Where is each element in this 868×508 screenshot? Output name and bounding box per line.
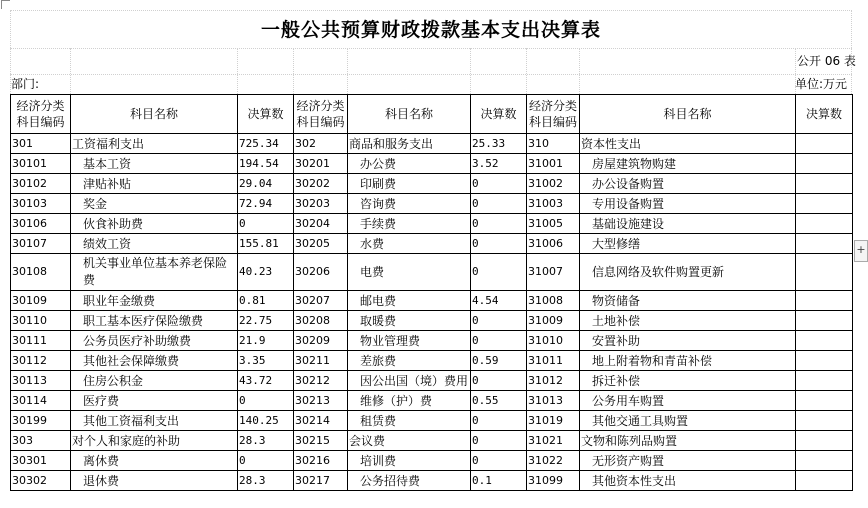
code-cell[interactable]: 30110 — [11, 311, 71, 331]
code-cell[interactable]: 30208 — [294, 311, 348, 331]
code-cell[interactable]: 30213 — [294, 391, 348, 411]
code-cell[interactable]: 30302 — [11, 471, 71, 491]
name-cell[interactable]: 职业年金缴费 — [71, 291, 238, 311]
table-row — [11, 371, 853, 391]
header-code: 经济分类科目编码 — [527, 95, 580, 134]
name-cell[interactable]: 医疗费 — [71, 391, 238, 411]
code-cell[interactable]: 31012 — [527, 371, 580, 391]
table-row — [11, 431, 853, 451]
header-code: 经济分类科目编码 — [294, 95, 348, 134]
header-name: 科目名称 — [71, 95, 238, 134]
code-cell[interactable]: 31008 — [527, 291, 580, 311]
expenditure-table — [10, 94, 853, 491]
amount-cell[interactable]: 21.9 — [238, 331, 294, 351]
gridline — [70, 48, 71, 94]
amount-cell[interactable] — [796, 351, 853, 371]
table-row — [11, 234, 853, 254]
code-cell[interactable]: 30217 — [294, 471, 348, 491]
amount-cell[interactable]: 725.34 — [238, 134, 294, 154]
name-cell[interactable]: 其他社会保障缴费 — [71, 351, 238, 371]
code-cell[interactable]: 30103 — [11, 194, 71, 214]
name-cell[interactable]: 基础设施建设 — [580, 214, 796, 234]
code-cell[interactable]: 30209 — [294, 331, 348, 351]
name-cell[interactable]: 退休费 — [71, 471, 238, 491]
name-cell[interactable]: 手续费 — [348, 214, 471, 234]
header-amount: 决算数 — [796, 95, 853, 134]
amount-cell[interactable]: 0 — [471, 371, 527, 391]
code-cell[interactable]: 31007 — [527, 254, 580, 291]
amount-cell[interactable]: 0 — [471, 431, 527, 451]
amount-cell[interactable]: 0 — [238, 214, 294, 234]
amount-cell[interactable] — [796, 234, 853, 254]
table-row — [11, 331, 853, 351]
name-cell[interactable]: 无形资产购置 — [580, 451, 796, 471]
amount-cell[interactable]: 0.59 — [471, 351, 527, 371]
code-cell[interactable]: 30201 — [294, 154, 348, 174]
amount-cell[interactable]: 25.33 — [471, 134, 527, 154]
table-id: 公开 06 表 — [797, 54, 856, 68]
code-cell[interactable]: 310 — [527, 134, 580, 154]
code-cell[interactable]: 30215 — [294, 431, 348, 451]
name-cell[interactable]: 绩效工资 — [71, 234, 238, 254]
code-cell[interactable]: 301 — [11, 134, 71, 154]
code-cell[interactable]: 30107 — [11, 234, 71, 254]
name-cell[interactable]: 公务用车购置 — [580, 391, 796, 411]
name-cell[interactable]: 差旅费 — [348, 351, 471, 371]
name-cell[interactable]: 土地补偿 — [580, 311, 796, 331]
amount-cell[interactable] — [796, 134, 853, 154]
department-label: 部门: — [11, 77, 40, 91]
gridline — [579, 48, 580, 94]
name-cell[interactable]: 安置补助 — [580, 331, 796, 351]
name-cell[interactable]: 取暖费 — [348, 311, 471, 331]
code-cell[interactable]: 30212 — [294, 371, 348, 391]
name-cell[interactable]: 邮电费 — [348, 291, 471, 311]
amount-cell[interactable]: 155.81 — [238, 234, 294, 254]
name-cell[interactable]: 房屋建筑物购建 — [580, 154, 796, 174]
name-cell[interactable]: 咨询费 — [348, 194, 471, 214]
code-cell[interactable]: 30202 — [294, 174, 348, 194]
name-cell[interactable]: 电费 — [348, 254, 471, 291]
name-cell[interactable]: 专用设备购置 — [580, 194, 796, 214]
code-cell[interactable]: 31013 — [527, 391, 580, 411]
amount-cell[interactable]: 40.23 — [238, 254, 294, 291]
name-cell[interactable]: 伙食补助费 — [71, 214, 238, 234]
table-row — [11, 471, 853, 491]
amount-cell[interactable]: 0.55 — [471, 391, 527, 411]
amount-cell[interactable] — [796, 311, 853, 331]
gridline — [237, 48, 238, 94]
gridline — [10, 10, 852, 11]
table-row — [11, 214, 853, 234]
code-cell[interactable]: 30203 — [294, 194, 348, 214]
name-cell[interactable]: 培训费 — [348, 451, 471, 471]
gridline — [526, 48, 527, 94]
code-cell[interactable]: 30301 — [11, 451, 71, 471]
table-row — [11, 254, 853, 291]
amount-cell[interactable] — [796, 291, 853, 311]
code-cell[interactable]: 31019 — [527, 411, 580, 431]
amount-cell[interactable] — [796, 254, 853, 291]
amount-cell[interactable]: 43.72 — [238, 371, 294, 391]
gridline — [10, 74, 852, 75]
amount-cell[interactable] — [796, 431, 853, 451]
amount-cell[interactable]: 0.81 — [238, 291, 294, 311]
name-cell[interactable]: 其他资本性支出 — [580, 471, 796, 491]
name-cell[interactable]: 对个人和家庭的补助 — [71, 431, 238, 451]
code-cell[interactable]: 30205 — [294, 234, 348, 254]
name-cell[interactable]: 住房公积金 — [71, 371, 238, 391]
name-cell[interactable]: 离休费 — [71, 451, 238, 471]
name-cell[interactable]: 其他交通工具购置 — [580, 411, 796, 431]
amount-cell[interactable]: 140.25 — [238, 411, 294, 431]
amount-cell[interactable] — [796, 214, 853, 234]
amount-cell[interactable]: 0 — [238, 451, 294, 471]
name-cell[interactable]: 物业管理费 — [348, 331, 471, 351]
code-cell[interactable]: 31006 — [527, 234, 580, 254]
table-row — [11, 351, 853, 371]
name-cell[interactable]: 会议费 — [348, 431, 471, 451]
amount-cell[interactable]: 0 — [238, 391, 294, 411]
code-cell[interactable]: 31005 — [527, 214, 580, 234]
amount-cell[interactable] — [796, 194, 853, 214]
amount-cell[interactable]: 0 — [471, 234, 527, 254]
amount-cell[interactable]: 0 — [471, 214, 527, 234]
code-cell[interactable]: 31010 — [527, 331, 580, 351]
code-cell[interactable]: 30204 — [294, 214, 348, 234]
name-cell[interactable]: 公务员医疗补助缴费 — [71, 331, 238, 351]
amount-cell[interactable] — [796, 371, 853, 391]
code-cell[interactable]: 30207 — [294, 291, 348, 311]
amount-cell[interactable] — [796, 154, 853, 174]
header-code: 经济分类科目编码 — [11, 95, 71, 134]
amount-cell[interactable] — [796, 451, 853, 471]
code-cell[interactable]: 30211 — [294, 351, 348, 371]
table-row — [11, 311, 853, 331]
amount-cell[interactable]: 194.54 — [238, 154, 294, 174]
header-amount: 决算数 — [471, 95, 527, 134]
header-name: 科目名称 — [580, 95, 796, 134]
name-cell[interactable]: 维修（护）费 — [348, 391, 471, 411]
name-cell[interactable]: 办公费 — [348, 154, 471, 174]
name-cell[interactable]: 机关事业单位基本养老保险费 — [71, 254, 238, 291]
amount-cell[interactable]: 22.75 — [238, 311, 294, 331]
name-cell[interactable]: 办公设备购置 — [580, 174, 796, 194]
amount-cell[interactable]: 72.94 — [238, 194, 294, 214]
name-cell[interactable]: 其他工资福利支出 — [71, 411, 238, 431]
name-cell[interactable]: 资本性支出 — [580, 134, 796, 154]
code-cell[interactable]: 31001 — [527, 154, 580, 174]
code-cell[interactable]: 31003 — [527, 194, 580, 214]
code-cell[interactable]: 30112 — [11, 351, 71, 371]
code-cell[interactable]: 30113 — [11, 371, 71, 391]
code-cell[interactable]: 30199 — [11, 411, 71, 431]
amount-cell[interactable]: 28.3 — [238, 471, 294, 491]
name-cell[interactable]: 津贴补贴 — [71, 174, 238, 194]
amount-cell[interactable]: 0 — [471, 174, 527, 194]
name-cell[interactable]: 奖金 — [71, 194, 238, 214]
table-row — [11, 154, 853, 174]
amount-cell[interactable]: 4.54 — [471, 291, 527, 311]
amount-cell[interactable]: 3.35 — [238, 351, 294, 371]
name-cell[interactable]: 印刷费 — [348, 174, 471, 194]
name-cell[interactable]: 工资福利支出 — [71, 134, 238, 154]
name-cell[interactable]: 大型修缮 — [580, 234, 796, 254]
code-cell[interactable]: 30114 — [11, 391, 71, 411]
amount-cell[interactable] — [796, 391, 853, 411]
name-cell[interactable]: 租赁费 — [348, 411, 471, 431]
code-cell[interactable]: 30102 — [11, 174, 71, 194]
code-cell[interactable]: 30216 — [294, 451, 348, 471]
name-cell[interactable]: 因公出国（境）费用 — [348, 371, 471, 391]
amount-cell[interactable]: 0 — [471, 451, 527, 471]
name-cell[interactable]: 拆迁补偿 — [580, 371, 796, 391]
header-amount: 决算数 — [238, 95, 294, 134]
code-cell[interactable]: 31022 — [527, 451, 580, 471]
gridline — [470, 48, 471, 94]
name-cell[interactable]: 商品和服务支出 — [348, 134, 471, 154]
name-cell[interactable]: 地上附着物和青苗补偿 — [580, 351, 796, 371]
unit-label: 单位:万元 — [795, 77, 848, 91]
amount-cell[interactable] — [796, 471, 853, 491]
amount-cell[interactable]: 0.1 — [471, 471, 527, 491]
name-cell[interactable]: 公务招待费 — [348, 471, 471, 491]
gridline — [10, 48, 852, 49]
table-row — [11, 134, 853, 154]
amount-cell[interactable] — [796, 174, 853, 194]
gridline — [347, 48, 348, 94]
code-cell[interactable]: 303 — [11, 431, 71, 451]
select-all-corner[interactable] — [1, 0, 10, 9]
amount-cell[interactable] — [796, 331, 853, 351]
table-row — [11, 391, 853, 411]
name-cell[interactable]: 基本工资 — [71, 154, 238, 174]
code-cell[interactable]: 31009 — [527, 311, 580, 331]
code-cell[interactable]: 30101 — [11, 154, 71, 174]
sheet-title: 一般公共预算财政拨款基本支出决算表 — [260, 19, 601, 41]
table-row — [11, 291, 853, 311]
table-row — [11, 194, 853, 214]
name-cell[interactable]: 水费 — [348, 234, 471, 254]
name-cell[interactable]: 文物和陈列品购置 — [580, 431, 796, 451]
amount-cell[interactable]: 28.3 — [238, 431, 294, 451]
amount-cell[interactable]: 0 — [471, 411, 527, 431]
code-cell[interactable]: 30206 — [294, 254, 348, 291]
name-cell[interactable]: 物资储备 — [580, 291, 796, 311]
amount-cell[interactable]: 0 — [471, 194, 527, 214]
header-row — [11, 95, 853, 134]
table-row — [11, 451, 853, 471]
code-cell[interactable]: 31021 — [527, 431, 580, 451]
expand-button[interactable]: + — [854, 240, 868, 262]
code-cell[interactable]: 30108 — [11, 254, 71, 291]
code-cell[interactable]: 31002 — [527, 174, 580, 194]
gridline — [293, 48, 294, 94]
amount-cell[interactable]: 29.04 — [238, 174, 294, 194]
table-row — [11, 411, 853, 431]
code-cell[interactable]: 31011 — [527, 351, 580, 371]
header-name: 科目名称 — [348, 95, 471, 134]
code-cell[interactable]: 31099 — [527, 471, 580, 491]
code-cell[interactable]: 30111 — [11, 331, 71, 351]
name-cell[interactable]: 职工基本医疗保险缴费 — [71, 311, 238, 331]
name-cell[interactable]: 信息网络及软件购置更新 — [580, 254, 796, 291]
amount-cell[interactable]: 0 — [471, 331, 527, 351]
code-cell[interactable]: 30106 — [11, 214, 71, 234]
code-cell[interactable]: 302 — [294, 134, 348, 154]
amount-cell[interactable]: 0 — [471, 254, 527, 291]
amount-cell[interactable] — [796, 411, 853, 431]
table-row — [11, 174, 853, 194]
amount-cell[interactable]: 0 — [471, 311, 527, 331]
amount-cell[interactable]: 3.52 — [471, 154, 527, 174]
code-cell[interactable]: 30214 — [294, 411, 348, 431]
code-cell[interactable]: 30109 — [11, 291, 71, 311]
